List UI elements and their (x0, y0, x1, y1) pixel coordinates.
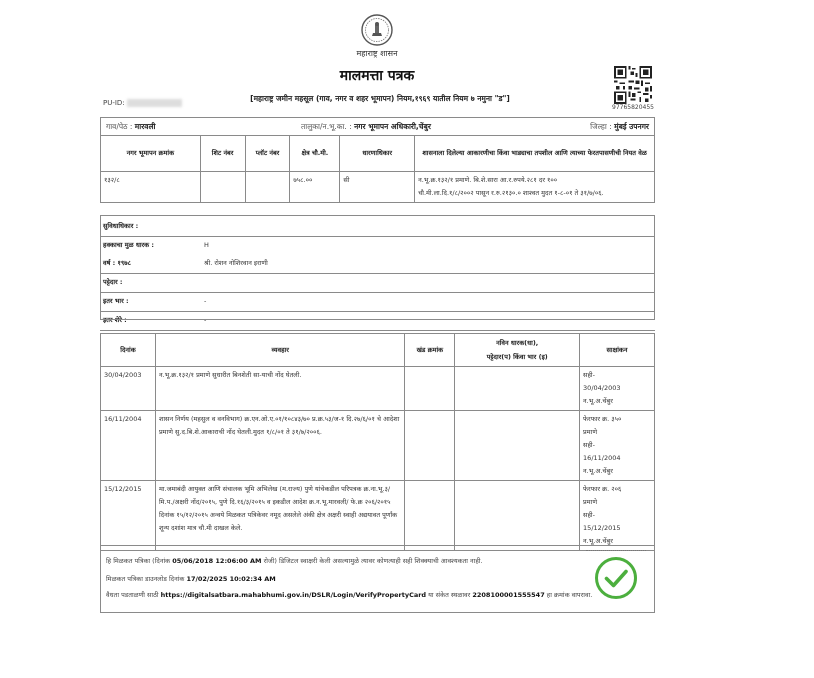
attestation-line: सही- (583, 371, 595, 379)
area: ७५८.०० (290, 172, 340, 203)
table-row (101, 367, 655, 411)
tx-description: मा.जमाबंदी आयुक्त आणि संचालक भूमि अभिलेख (म.राज्य) पुणे यांचेकडील परिपत्रक क्र.ना.भू.३/मि.प./अक्षरी नोंद/२०१५, पुणे दि.१६/३/२०१५ व इकडील आदेश क्र.न.भू.मारवली/ फे.क्र २०६/२०१५ दिनांक १५/१२/२०१५ अन्वये मिळकत पत्रिकेवर नमूद असलेले अंकी क्षेत्र अक्षरी स्वाही अद्ययावत पूर्णांक शून्य दशांश मात्र चौ.मी दाखल केले. (155, 481, 404, 551)
attestation-line: न.भू.अ.चेंबुर (583, 397, 613, 405)
tx-attestation (580, 481, 655, 551)
tx-description: शासन निर्णय (महसुल व वनविभाग) क्र.एन.ओ.ए.०१/१०८४३/७० प्र.क्र.५३/ज-१ दि.२७/६/०१ चे आदेशा प्रमाणे सु.द.बि.शे.आकाराची नोंद घेतली.मुदत १/८/०१ ते ३१/७/२००६. (155, 411, 404, 481)
holder-value: H (201, 237, 655, 256)
signed-datetime: 05/06/2018 12:06:00 AM (172, 557, 262, 565)
attestation-line: न.भू.अ.चेंबुर (583, 537, 613, 545)
village-label: गाव/पेठ : (106, 122, 135, 131)
district-label: जिल्हा : (590, 122, 615, 131)
property-table (100, 135, 655, 203)
qr-number: 97765820455 (612, 104, 654, 111)
district (590, 122, 649, 132)
easement-label: सुविधाधिकार : (100, 216, 201, 237)
other-charges-value: - (201, 293, 655, 312)
tx-date: 30/04/2003 (101, 367, 156, 411)
header-transaction: व्यवहार (155, 334, 404, 367)
header-new-holder-line-2: पट्टेदार(प) किंवा भार (इ) (486, 353, 548, 361)
header-plot-no: प्लॉट नंबर (245, 136, 290, 172)
holder-name: श्री. रोशन नोशिरवान इराणी (201, 255, 655, 274)
other-remarks-row (100, 312, 655, 331)
verification-middle: या संकेत स्थळावर (426, 591, 473, 599)
download-datetime: 17/02/2025 10:02:34 AM (186, 575, 276, 583)
village (106, 122, 155, 132)
download-note-prefix: मिळकत पत्रिका डाउनलोड दिनांक (106, 575, 187, 583)
tx-attestation (580, 411, 655, 481)
signature-note-suffix: रोजी) डिजिटल स्वाक्षरी केली असल्यामुळे त्यावर कोणत्याही सही शिक्क्याची आवश्यकता नाही. (261, 557, 483, 565)
header-area: क्षेत्र चौ.मी. (290, 136, 340, 172)
puid (103, 99, 182, 107)
header-tenure: धारणाधिकार (340, 136, 415, 172)
signature-note (106, 556, 483, 565)
signature-caption (586, 550, 646, 553)
other-remarks-value: - (201, 312, 655, 331)
tx-attestation (580, 367, 655, 411)
header-cts-no: नगर भूमापन क्रमांक (101, 136, 201, 172)
government-name: महाराष्ट्र शासन (356, 49, 398, 58)
puid-redacted (127, 99, 182, 107)
header-new-holder-line-1: नविन धारक(धा), (496, 339, 539, 347)
tx-volume (405, 411, 455, 481)
year-row (100, 255, 655, 274)
holder-label: हक्काचा मुळ धारक : (100, 237, 201, 256)
attestation-line: प्रमाणे (583, 498, 598, 506)
other-remarks-label: इतर शेरे : (100, 312, 201, 331)
lessee-label: पट्टेदार : (100, 274, 201, 293)
header-volume: खंड क्रमांक (405, 334, 455, 367)
attestation-line: 30/04/2003 (583, 384, 621, 392)
year-label: वर्ष : १९७८ (100, 255, 201, 274)
easement-row (100, 216, 655, 237)
verify-url-link[interactable]: https://digitalsatbara.mahabhumi.gov.in/DSLR/Login/VerifyPropertyCard (160, 591, 427, 599)
other-charges-row (100, 293, 655, 312)
village-value: मारवली (134, 122, 156, 131)
assessment (415, 172, 655, 203)
transactions-table (100, 333, 655, 551)
tenure: सी (340, 172, 415, 203)
plot-no (245, 172, 290, 203)
header-new-holder (455, 334, 580, 367)
lessee-row (100, 274, 655, 293)
attestation-line: फेरफार क्र. ३५० (583, 415, 622, 423)
easement-value (201, 216, 655, 237)
transactions-header-row (101, 334, 655, 367)
tx-new-holder (455, 411, 580, 481)
taluka (301, 122, 431, 132)
tx-volume (405, 481, 455, 551)
table-row (101, 481, 655, 551)
header-assessment: शासनाला दिलेल्या आकारणीचा किंवा भाड्याचा तपशील आणि त्याच्या फेरतपासणीची नियत वेळ (415, 136, 655, 172)
verification-prefix: वैधता पडताळणी साठी (106, 591, 161, 599)
attestation-line: सही- (583, 441, 595, 449)
attestation-line: सही- (583, 511, 595, 519)
other-charges-label: इतर भार : (100, 293, 201, 312)
attestation-line: प्रमाणे (583, 428, 598, 436)
rights-table (100, 215, 655, 331)
verification-number: 2208100001555547 (472, 591, 545, 599)
tx-volume (405, 367, 455, 411)
sheet-no (200, 172, 245, 203)
tx-new-holder (455, 481, 580, 551)
attestation-line: 16/11/2004 (583, 454, 621, 462)
property-header-row (101, 136, 655, 172)
signature-valid-check-icon (594, 556, 638, 600)
attestation-line: 15/12/2015 (583, 524, 621, 532)
cts-no: १३२/८ (101, 172, 201, 203)
download-note (106, 574, 276, 583)
assessment-line-1: न.भू.क्र.१३२/१ प्रमाणे. बि.शे.सारा आ.र.रुपये.२८१ दर १०० (418, 176, 558, 184)
district-value: मुंबई उपनगर (614, 122, 649, 131)
property-row (101, 172, 655, 203)
page-subtitle: [महाराष्ट्र जमीन महसूल (गाव, नगर व शहर भूमापन) नियम,१९६९ यातील नियम ७ नमुना "ड"] (250, 94, 510, 103)
tx-date: 16/11/2004 (101, 411, 156, 481)
maharashtra-emblem-icon (361, 14, 393, 46)
digital-signature-footer (100, 545, 655, 613)
attestation-line: फेरफार क्र. २०६ (583, 485, 622, 493)
location-row (100, 117, 655, 136)
assessment-line-2: चौ.मी.ला.दि.१/८/२००२ पासून र.रु.२१३०.० शाश्वत मुदत १-८-०१ ते ३१/७/०६. (418, 189, 604, 197)
tx-description: न.भू.क्र.१३२/१ प्रमाणे सुधारीत बिनशेती सा-याची नोंद घेतली. (155, 367, 404, 411)
lessee-value (201, 274, 655, 293)
taluka-value: नगर भूमापन अधिकारी,चेंबुर (354, 122, 431, 131)
tx-new-holder (455, 367, 580, 411)
verification-suffix: हा क्रमांक वापरावा. (544, 591, 593, 599)
tx-date: 15/12/2015 (101, 481, 156, 551)
header-date: दिनांक (101, 334, 156, 367)
table-row (101, 411, 655, 481)
header-attestation: साक्षांकन (580, 334, 655, 367)
header-sheet-no: शिट नंबर (200, 136, 245, 172)
page-title: मालमत्ता पत्रक (339, 68, 415, 84)
qr-code-icon (613, 66, 653, 104)
attestation-line: न.भू.अ.चेंबुर (583, 467, 613, 475)
holder-row (100, 237, 655, 256)
verification-note (106, 590, 592, 599)
taluka-label: तालुका/न.भू.का. : (301, 122, 355, 131)
puid-label: PU-ID: (103, 99, 125, 107)
signature-note-prefix: हि मिळकत पत्रिका (दिनांक (106, 557, 173, 565)
